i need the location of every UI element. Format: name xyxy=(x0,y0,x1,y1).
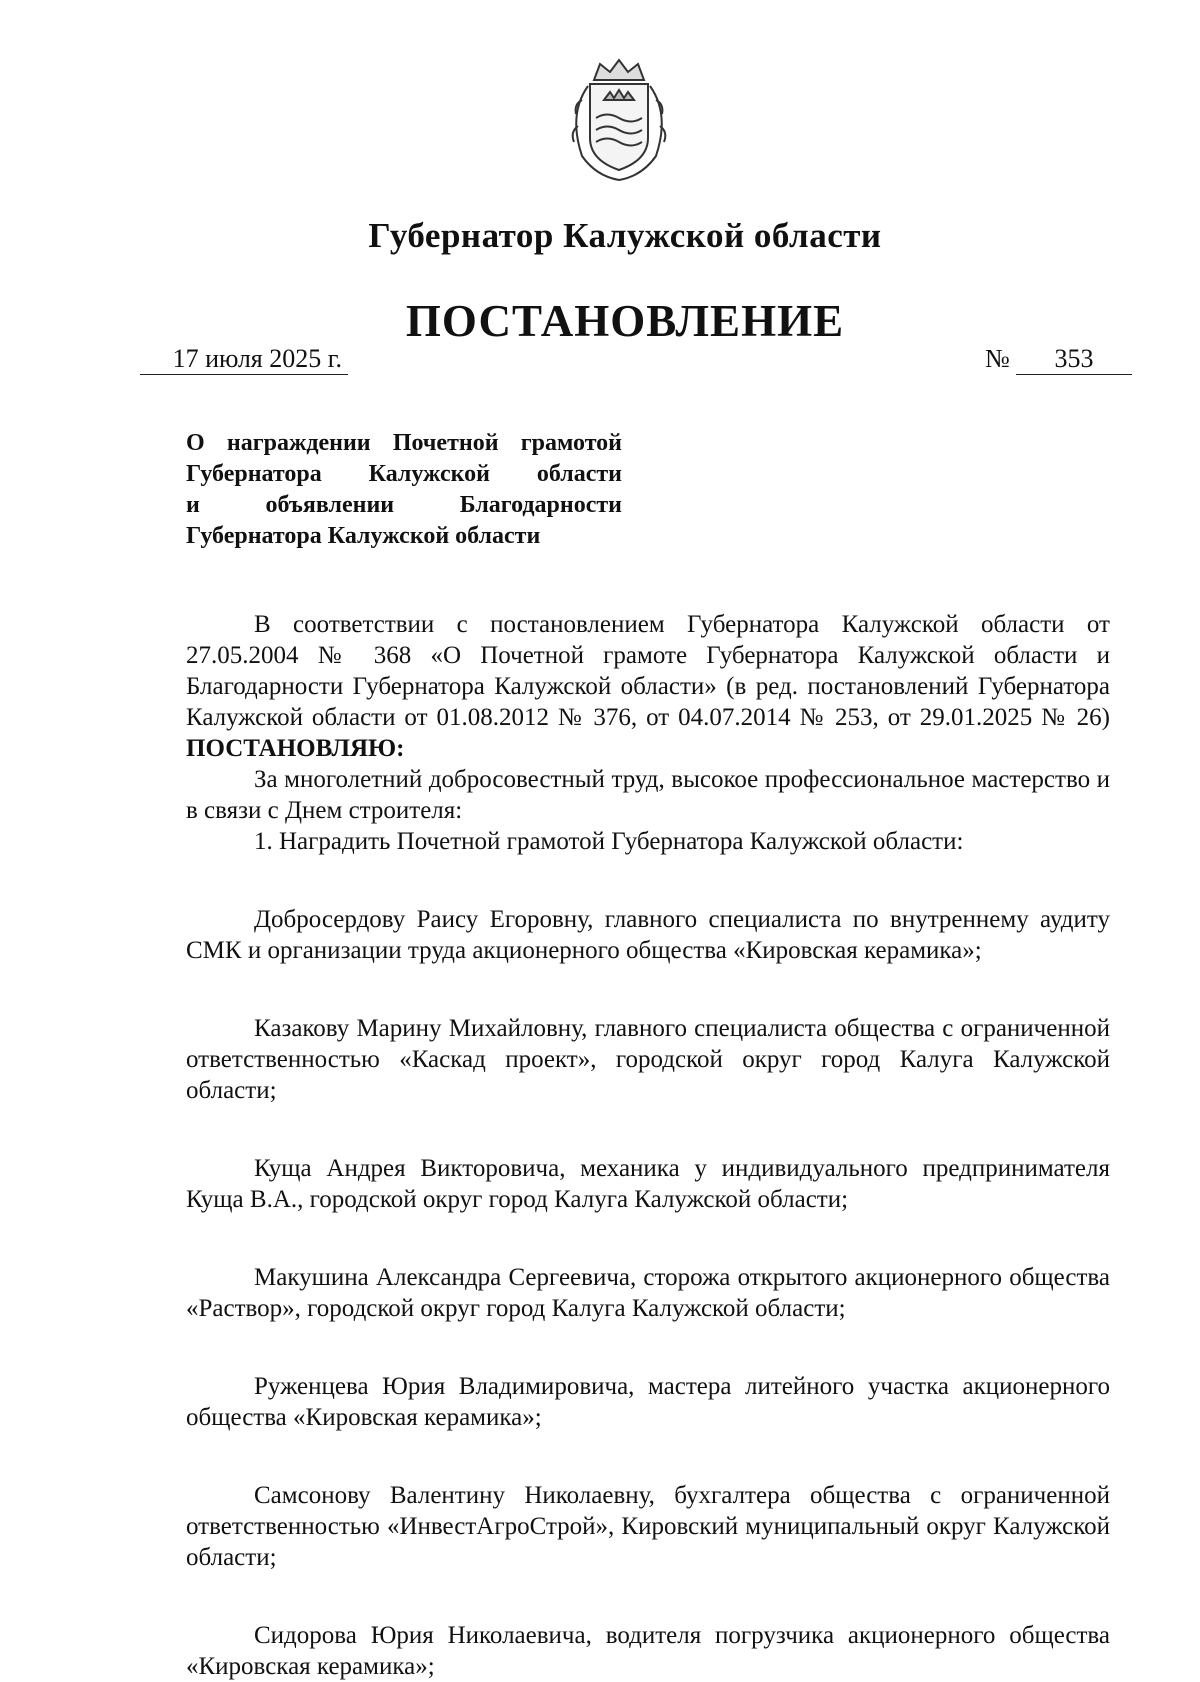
item-heading: 1. Наградить Почетной грамотой Губернатора Калужской области: xyxy=(254,828,964,855)
document-body xyxy=(186,609,1110,1682)
subject-line: и объявлении Благодарности xyxy=(186,492,622,518)
organization-title: Губернатор Калужской области xyxy=(368,216,882,255)
document-type-title: ПОСТАНОВЛЕНИЕ xyxy=(405,296,845,346)
preamble-paragraph xyxy=(186,609,1110,764)
document-subject xyxy=(186,428,622,552)
awardee-entry: Куща Андрея Викторовича, механика у индивидуального предпринимателя Куща В.А., городской округ город Калуга Калужской области; xyxy=(186,1155,1110,1213)
document-number-label: № xyxy=(985,344,1010,373)
subject-line: Губернатора Калужской области xyxy=(186,461,622,487)
awardee-entry: Сидорова Юрия Николаевича, водителя погрузчика акционерного общества «Кировская керамика»; xyxy=(186,1622,1110,1680)
awardee-entry: Добросердову Раису Егоровну, главного специалиста по внутреннему аудиту СМК и организации труда акционерного общества «Кировская керамика»; xyxy=(186,906,1110,964)
decree-word: ПОСТАНОВЛЯЮ: xyxy=(186,735,405,762)
awardee-entry: Казакову Марину Михайловну, главного специалиста общества с ограниченной ответственностью «Каскад проект», городской округ город Калуга Калужской области; xyxy=(186,1015,1110,1104)
awardee-entry: Макушина Александра Сергеевича, сторожа открытого акционерного общества «Раствор», городской округ город Калуга Калужской области; xyxy=(186,1264,1110,1322)
subject-line: О награждении Почетной грамотой xyxy=(186,430,622,456)
awardee-entry: Самсонову Валентину Николаевну, бухгалтера общества с ограниченной ответственностью «ИнвестАгроСтрой», Кировский муниципальный округ Калужской области; xyxy=(186,1482,1110,1571)
awardee-entry: Руженцева Юрия Владимировича, мастера литейного участка акционерного общества «Кировская керамика»; xyxy=(186,1373,1110,1431)
subject-line: Губернатора Калужской области xyxy=(186,523,541,549)
kaluga-coat-of-arms-icon xyxy=(560,56,678,186)
preamble-text: В соответствии с постановлением Губернатора Калужской области от 27.05.2004 № 368 «О Почетной грамоте Губернатора Калужской области и Благодарности Губернатора Калужской области» (в ред. постановлений Губернатора Калужской области от 01.08.2012 № 376, от 04.07.2014 № 253, от 29.01.2025 № 26) xyxy=(186,611,1110,731)
document-number: 353 xyxy=(1016,344,1132,375)
reason-paragraph: За многолетний добросовестный труд, высокое профессиональное мастерство и в связи с Днем строителя: xyxy=(186,766,1110,824)
document-date: 17 июля 2025 г. xyxy=(140,344,348,375)
